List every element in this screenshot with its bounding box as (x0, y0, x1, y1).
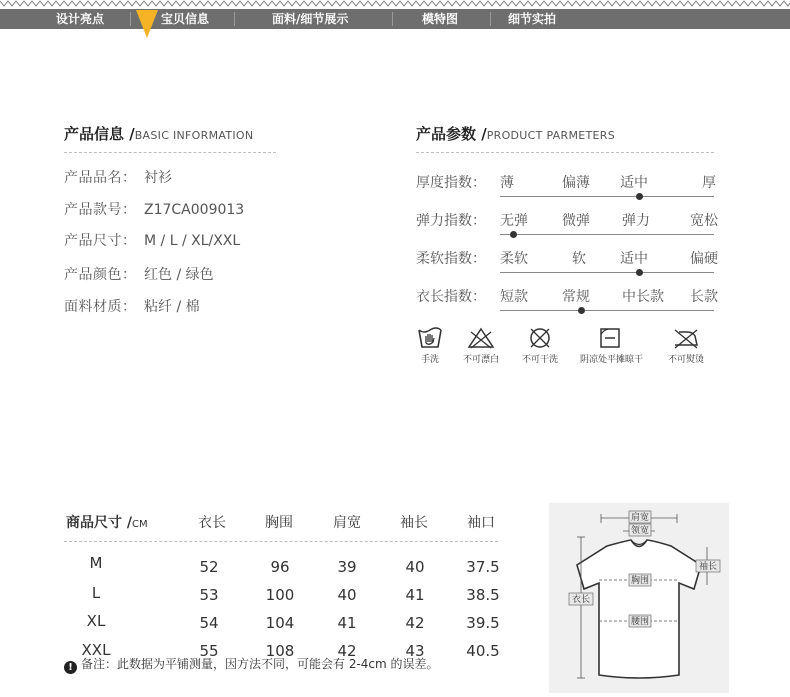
param-option: 软 (572, 251, 586, 267)
info-row-material: 面料材质： 粘纤 / 棉 (64, 299, 200, 315)
size-cell: 52 (199, 558, 219, 576)
size-cell: 41 (405, 586, 425, 604)
param-scale-line (500, 310, 714, 311)
top-nav (0, 0, 790, 30)
nav-separator (130, 12, 131, 26)
size-unit: CM (132, 519, 148, 530)
care-label: 不可熨烫 (667, 355, 704, 365)
param-selected-dot (578, 307, 585, 314)
param-option: 短款 (500, 289, 528, 305)
param-option: 宽松 (690, 213, 718, 229)
care-label: 阴凉处平摊晾干 (580, 355, 644, 365)
size-cell: 104 (265, 614, 295, 632)
divider (416, 152, 714, 153)
label-shoulder: 肩宽 (630, 513, 650, 523)
param-scale-line (500, 272, 714, 273)
care-item-flat-dry (580, 326, 644, 365)
divider (64, 541, 498, 542)
size-cell: 43 (405, 642, 425, 660)
size-name: L (91, 584, 101, 602)
label-collar: 领宽 (630, 526, 650, 536)
nav-item-fabric[interactable]: 面料/细节展示 (272, 12, 349, 26)
nav-bar (0, 9, 790, 29)
param-option: 适中 (620, 251, 648, 267)
measurement-diagram (549, 503, 729, 693)
nav-item-product-info[interactable]: 宝贝信息 (161, 12, 210, 26)
flat-dry-shade-icon (598, 326, 622, 350)
param-option: 适中 (620, 175, 648, 191)
size-cell: 42 (405, 614, 425, 632)
params-title-en: PRODUCT PARMETERS (486, 129, 615, 142)
param-scale-line (500, 196, 714, 197)
no-dry-clean-icon (527, 326, 553, 350)
size-cell: 38.5 (466, 586, 500, 604)
basic-info-title-cn: 产品信息 / (64, 125, 135, 143)
param-option: 中长款 (622, 289, 664, 305)
size-cell: 37.5 (466, 558, 500, 576)
size-cell: 39 (337, 558, 357, 576)
param-label: 厚度指数： (416, 175, 486, 191)
param-option: 无弹 (500, 213, 528, 229)
nav-item-design[interactable]: 设计亮点 (56, 12, 105, 26)
info-row-style-no: 产品款号： Z17CA009013 (64, 202, 245, 218)
care-item-no-bleach (451, 326, 511, 365)
measurement-note (64, 655, 439, 674)
size-cell: 41 (337, 614, 357, 632)
size-cell: 53 (199, 586, 219, 604)
col-header-shoulder: 肩宽 (333, 515, 361, 531)
label-chest: 胸围 (630, 576, 650, 586)
info-row-name: 产品品名： 衬衫 (64, 170, 172, 186)
param-option: 厚 (702, 175, 716, 191)
nav-separator (234, 12, 235, 26)
size-cell: 54 (199, 614, 219, 632)
divider (64, 152, 276, 153)
size-cell: 39.5 (466, 614, 500, 632)
no-bleach-icon (467, 326, 495, 350)
care-item-no-iron (656, 326, 716, 365)
current-section-marker-icon (136, 10, 158, 38)
info-row-colors: 产品颜色： 红色 / 绿色 (64, 267, 214, 283)
hand-wash-icon (417, 326, 443, 350)
size-cell: 108 (265, 642, 295, 660)
param-label: 柔软指数： (416, 251, 486, 267)
size-cell: 40 (337, 586, 357, 604)
param-option: 弹力 (622, 213, 650, 229)
care-label: 手洗 (420, 355, 439, 365)
size-cell: 96 (270, 558, 290, 576)
param-option: 薄 (500, 175, 514, 191)
param-option: 偏薄 (562, 175, 590, 191)
label-sleeve: 袖长 (698, 562, 718, 572)
nav-separator (392, 12, 393, 26)
basic-info-title-en: BASIC INFORMATION (134, 129, 254, 142)
label-waist: 腰围 (630, 617, 650, 627)
note-text: 备注：此数据为平铺测量，因方法不同，可能会有 2-4cm 的误差。 (81, 657, 439, 671)
param-label: 衣长指数： (416, 289, 486, 305)
size-table-title: 商品尺寸 /CM (66, 515, 148, 531)
care-label: 不可干洗 (521, 355, 558, 365)
col-header-sleeve: 袖长 (400, 515, 428, 531)
nav-item-detail-photos[interactable]: 细节实拍 (508, 12, 557, 26)
size-cell: 55 (199, 642, 219, 660)
care-item-no-dry-clean (510, 326, 570, 365)
basic-info-title (64, 123, 253, 144)
shirt-diagram (549, 503, 729, 693)
size-name: XL (86, 612, 106, 630)
param-option: 柔软 (500, 251, 528, 267)
col-header-cuff: 袖口 (467, 515, 495, 531)
size-name: M (89, 554, 103, 572)
care-label: 不可漂白 (462, 355, 499, 365)
param-selected-dot (510, 231, 517, 238)
size-cell: 42 (337, 642, 357, 660)
exclamation-icon: ! (64, 661, 77, 674)
param-scale-line (500, 234, 714, 235)
param-label: 弹力指数： (416, 213, 486, 229)
shirt-outline-icon (577, 540, 701, 678)
size-cell: 40.5 (466, 642, 500, 660)
nav-separator (490, 12, 491, 26)
param-selected-dot (636, 193, 643, 200)
size-cell: 40 (405, 558, 425, 576)
label-length: 衣长 (571, 595, 591, 605)
no-iron-icon (671, 326, 701, 350)
col-header-length: 衣长 (198, 515, 226, 531)
param-option: 微弹 (562, 213, 590, 229)
params-title-cn: 产品参数 / (416, 125, 487, 143)
size-cell: 100 (265, 586, 295, 604)
col-header-chest: 胸围 (265, 515, 293, 531)
size-name: XXL (81, 641, 111, 659)
param-option: 偏硬 (690, 251, 718, 267)
info-row-sizes: 产品尺寸： M / L / XL/XXL (64, 233, 241, 249)
param-option: 长款 (690, 289, 718, 305)
nav-item-model[interactable]: 模特图 (422, 12, 459, 26)
param-selected-dot (636, 269, 643, 276)
zigzag-border-decoration (0, 0, 790, 8)
params-title (416, 123, 615, 144)
param-option: 常规 (562, 289, 590, 305)
